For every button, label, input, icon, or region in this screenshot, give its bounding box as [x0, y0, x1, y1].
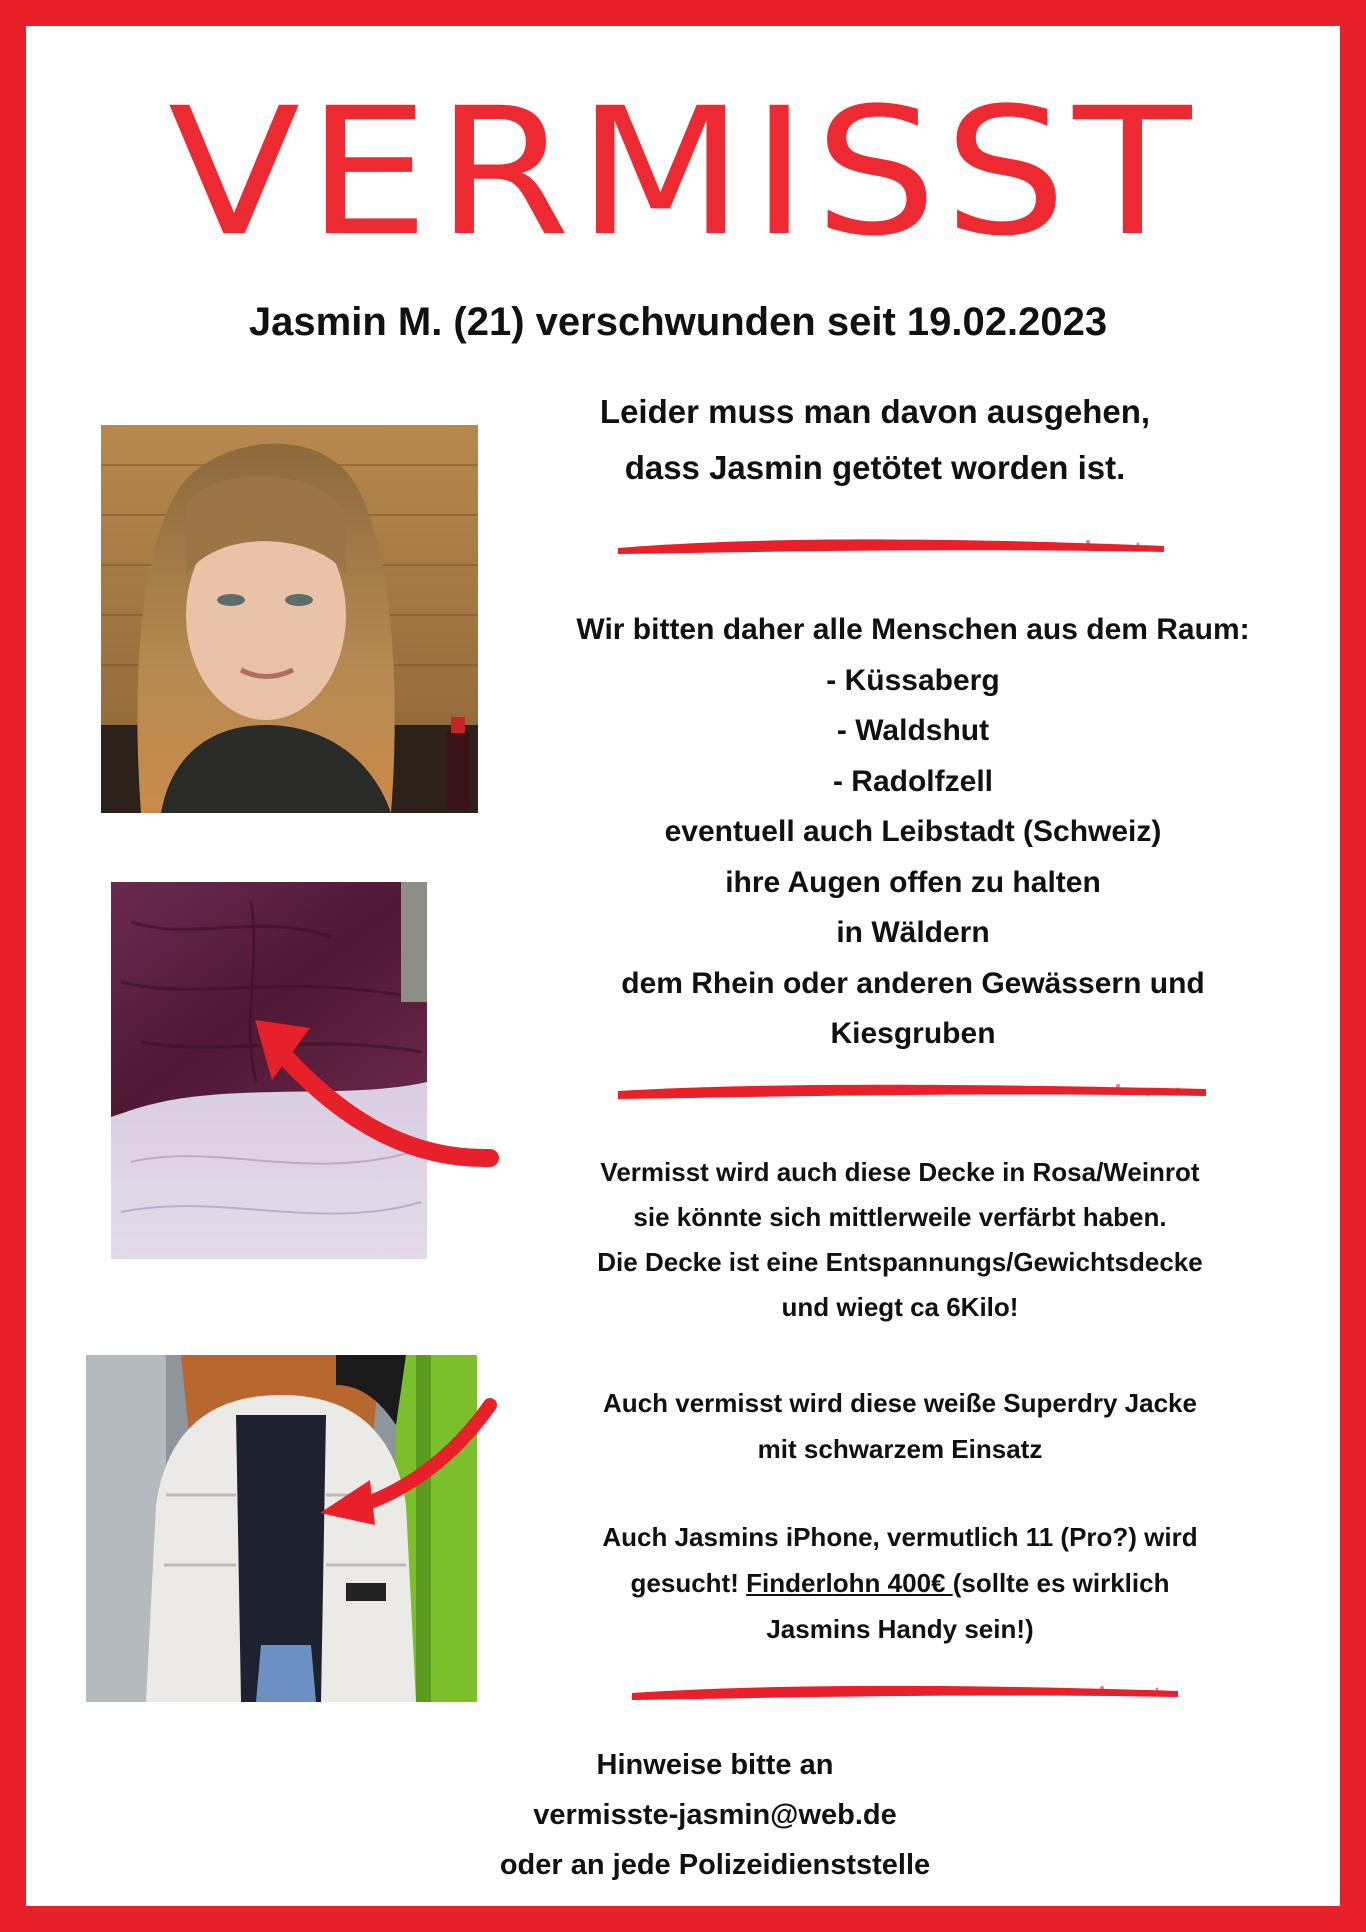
jacket-line: mit schwarzem Einsatz — [757, 1434, 1043, 1464]
contact-line: oder an jede Polizeidienststelle — [499, 1849, 931, 1881]
brush-divider — [632, 1680, 1178, 1704]
appeal-line: Kiesgruben — [830, 1017, 996, 1050]
poster-subtitle: Jasmin M. (21) verschwunden seit 19.02.2023 — [248, 300, 1108, 344]
contact-text — [400, 1740, 1030, 1890]
phone-line: Auch Jasmins iPhone, vermutlich 11 (Pro?) wird — [602, 1522, 1198, 1552]
appeal-line: ihre Augen offen zu halten — [725, 865, 1101, 899]
blanket-text — [520, 1150, 1280, 1330]
phone-line-prefix: gesucht! — [630, 1568, 747, 1598]
reward-text: Finderlohn 400€ — [746, 1568, 953, 1598]
appeal-line: dem Rhein oder anderen Gewässern und — [621, 966, 1205, 1000]
blanket-line: Vermisst wird auch diese Decke in Rosa/Weinrot — [600, 1157, 1200, 1187]
appeal-line: Wir bitten daher alle Menschen aus dem Raum: — [576, 613, 1250, 646]
phone-line — [520, 1560, 1280, 1606]
appeal-line: - Küssaberg — [826, 663, 1000, 697]
jacket-line: Auch vermisst wird diese weiße Superdry Jacke — [603, 1388, 1197, 1418]
appeal-line: - Radolfzell — [832, 764, 993, 798]
blanket-line: sie könnte sich mittlerweile verfärbt haben. — [633, 1202, 1167, 1232]
appeal-line: eventuell auch Leibstadt (Schweiz) — [664, 815, 1162, 848]
appeal-line: - Waldshut — [836, 714, 990, 747]
portrait-photo — [101, 425, 478, 813]
intro-line: Leider muss man davon ausgehen, — [599, 393, 1151, 430]
intro-text — [495, 384, 1255, 496]
intro-line: dass Jasmin getötet worden ist. — [624, 449, 1126, 486]
brush-divider — [618, 534, 1164, 558]
brush-divider — [618, 1079, 1206, 1103]
appeal-text — [495, 605, 1331, 1060]
blanket-line: und wiegt ca 6Kilo! — [781, 1292, 1019, 1322]
jacket-text — [520, 1380, 1280, 1472]
contact-email[interactable]: vermisste-jasmin@web.de — [533, 1799, 897, 1831]
appeal-line: in Wäldern — [836, 916, 990, 949]
poster-title: VERMISST — [167, 70, 1199, 275]
blanket-line: Die Decke ist eine Entspannungs/Gewichtsdecke — [597, 1247, 1203, 1277]
phone-text — [520, 1514, 1280, 1652]
contact-line: Hinweise bitte an — [596, 1749, 834, 1781]
blanket-photo — [111, 882, 427, 1259]
jacket-photo — [86, 1355, 477, 1702]
phone-line-suffix: (sollte es wirklich — [952, 1568, 1170, 1598]
phone-line: Jasmins Handy sein!) — [766, 1614, 1034, 1644]
